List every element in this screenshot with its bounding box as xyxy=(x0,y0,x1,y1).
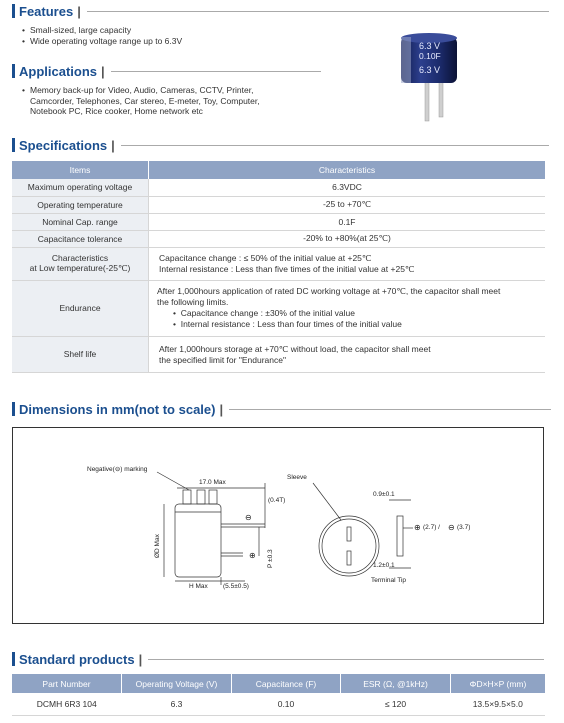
spec-value: Capacitance change : ≤ 50% of the initial value at +25℃ Internal resistance : Less than five times of the initial value at +25℃ xyxy=(149,247,546,280)
spec-row xyxy=(12,213,545,230)
features-list xyxy=(22,25,182,46)
spec-row-low-temp xyxy=(12,247,545,280)
label-minus: ⊖ xyxy=(245,513,252,522)
spec-row-shelf xyxy=(12,336,545,372)
capacitor-label-3: 6.3 V xyxy=(419,65,441,75)
features-title: Features xyxy=(19,3,74,19)
label-negative-marking: Negative(⊖) marking xyxy=(87,466,148,473)
label-55: (5.5±0.5) xyxy=(223,583,249,590)
label-p03: P ±0.3 xyxy=(267,549,274,568)
heading-bar xyxy=(12,402,15,416)
application-item: • Memory back-up for Video, Audio, Cameras, CCTV, Printer, Camcorder, Telephones, Car stereo, E-meter, Toy, Computer, Notebook PC, Rice cooker, Home network etc xyxy=(22,85,260,117)
heading-pipe: | xyxy=(138,651,143,667)
features-heading xyxy=(12,2,549,20)
applications-heading xyxy=(12,62,321,80)
label-37: (3.7) xyxy=(457,524,471,531)
std-cell-dimensions: 13.5×9.5×5.0 xyxy=(451,693,546,716)
std-header-capacitance: Capacitance (F) xyxy=(232,674,341,693)
heading-rule xyxy=(111,71,321,72)
dimensions-title: Dimensions in mm(not to scale) xyxy=(19,401,216,417)
specifications-heading xyxy=(12,136,549,154)
heading-pipe: | xyxy=(111,137,115,153)
spec-value: After 1,000hours storage at +70℃ without load, the capacitor shall meet the specified limit for "Endurance" xyxy=(149,336,546,372)
std-cell-esr: ≤ 120 xyxy=(341,693,451,716)
spec-item: Maximum operating voltage xyxy=(12,179,149,196)
specifications-table xyxy=(12,161,545,373)
label-sleeve: Sleeve xyxy=(287,474,307,481)
table-row xyxy=(12,693,545,716)
heading-pipe: | xyxy=(101,63,105,79)
label-plus-tip: ⊕ xyxy=(414,523,421,532)
label-09: 0.9±0.1 xyxy=(373,491,395,498)
heading-bar xyxy=(12,4,15,18)
spec-value: 0.1F xyxy=(149,213,546,230)
label-plus: ⊕ xyxy=(249,551,256,560)
capacitor-label-2: 0.10F xyxy=(419,51,441,61)
std-header-esr: ESR (Ω, @1kHz) xyxy=(341,674,451,693)
spec-value: After 1,000hours application of rated DC working voltage at +70℃, the capacitor shall meet the following limits. • Capacitance change : ±30% of the initial value • Internal resistance : Less than four times of the initial value xyxy=(149,280,546,336)
spec-item: Operating temperature xyxy=(12,196,149,213)
spec-item: Shelf life xyxy=(12,336,149,372)
spec-item: Nominal Cap. range xyxy=(12,213,149,230)
spec-header-items: Items xyxy=(12,161,149,179)
standard-products-table xyxy=(12,674,545,716)
feature-item: • Small-sized, large capacity xyxy=(22,25,182,36)
spec-value: -25 to +70℃ xyxy=(149,196,546,213)
dimension-drawing-frame xyxy=(12,427,544,624)
heading-rule xyxy=(121,145,549,146)
std-cell-capacitance: 0.10 xyxy=(232,693,341,716)
heading-rule xyxy=(148,659,544,660)
spec-row xyxy=(12,179,545,196)
spec-value: -20% to +80%(at 25℃) xyxy=(149,230,546,247)
std-header-row xyxy=(12,674,545,693)
feature-item: • Wide operating voltage range up to 6.3V xyxy=(22,36,182,47)
heading-pipe: | xyxy=(77,3,81,19)
specifications-title: Specifications xyxy=(19,137,108,153)
applications-list xyxy=(22,85,260,117)
std-header-voltage: Operating Voltage (V) xyxy=(122,674,232,693)
label-17max: 17.0 Max xyxy=(199,479,226,486)
label-12: 1.2±0.1 xyxy=(373,562,395,569)
label-dmax: ØD Max xyxy=(154,534,161,558)
label-terminal-tip: Terminal Tip xyxy=(371,577,407,584)
standard-products-title: Standard products xyxy=(19,651,135,667)
capacitor-product-image xyxy=(389,31,463,123)
standard-products-heading xyxy=(12,650,544,668)
spec-item: Endurance xyxy=(12,280,149,336)
label-27: (2.7) / xyxy=(423,524,440,531)
spec-header-row xyxy=(12,161,545,179)
spec-header-characteristics: Characteristics xyxy=(149,161,546,179)
spec-row xyxy=(12,196,545,213)
spec-row-endurance xyxy=(12,280,545,336)
std-cell-part: DCMH 6R3 104 xyxy=(12,693,122,716)
dimensions-heading xyxy=(12,400,551,418)
capacitor-label-1: 6.3 V xyxy=(419,41,441,51)
spec-item: Characteristics at Low temperature(-25℃) xyxy=(12,247,149,280)
heading-bar xyxy=(12,138,15,152)
dimension-drawing xyxy=(13,428,543,623)
std-header-dimensions: ΦD×H×P (mm) xyxy=(451,674,546,693)
label-minus-tip: ⊖ xyxy=(448,523,455,532)
spec-item: Capacitance tolerance xyxy=(12,230,149,247)
heading-pipe: | xyxy=(219,401,224,417)
heading-rule xyxy=(87,11,549,12)
label-hmax: H Max xyxy=(189,583,208,590)
spec-row xyxy=(12,230,545,247)
std-header-part: Part Number xyxy=(12,674,122,693)
spec-value: 6.3VDC xyxy=(149,179,546,196)
heading-rule xyxy=(229,409,551,410)
heading-bar xyxy=(12,64,15,78)
heading-bar xyxy=(12,652,15,666)
label-04t: (0.4T) xyxy=(268,497,286,504)
applications-title: Applications xyxy=(19,63,98,79)
std-cell-voltage: 6.3 xyxy=(122,693,232,716)
